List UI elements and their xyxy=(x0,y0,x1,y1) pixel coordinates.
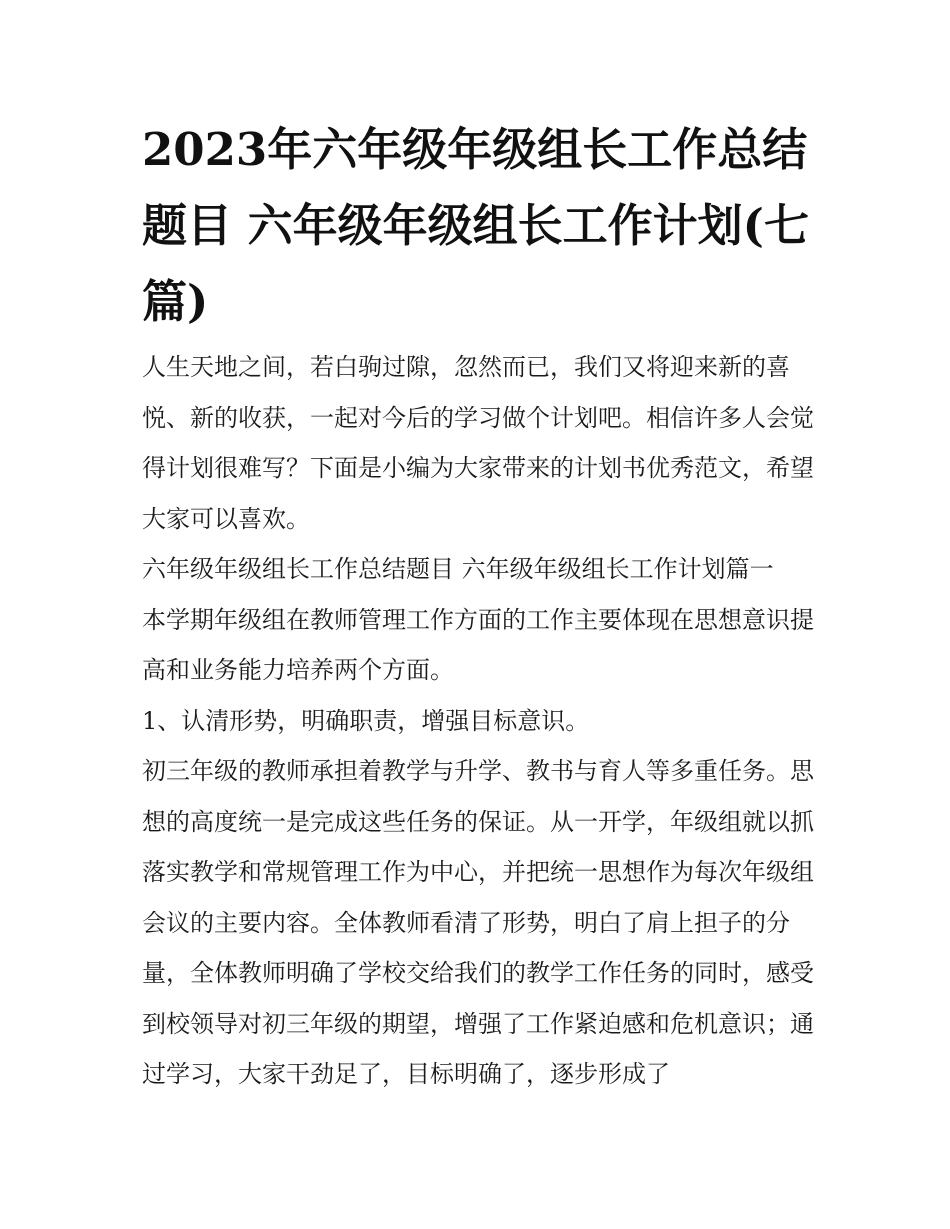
section-heading: 六年级年级组长工作总结题目 六年级年级组长工作计划篇一 xyxy=(142,555,774,583)
document-content xyxy=(142,112,814,1100)
numbered-point: 1、认清形势，明确职责，增强目标意识。 xyxy=(142,706,590,735)
body-paragraph: 初三年级的教师承担着教学与升学、教书与育人等多重任务。思想的高度统一是完成这些任务的保证。从一开学，年级组就以抓落实教学和常规管理工作为中心，并把统一思想作为每次年级组会议的主要内容。全体教师看清了形势，明白了肩上担子的分量，全体教师明确了学校交给我们的教学工作任务的同时，感受到校领导对初三年级的期望，增强了工作紧迫感和危机意识；通过学习，大家干劲足了，目标明确了，逐步形成了 xyxy=(142,757,814,1088)
intro-paragraph: 人生天地之间，若白驹过隙，忽然而已，我们又将迎来新的喜悦、新的收获，一起对今后的学习做个计划吧。相信许多人会觉得计划很难写？下面是小编为大家带来的计划书优秀范文，希望大家可以喜欢。 xyxy=(142,353,814,533)
title-block xyxy=(142,112,814,340)
body-paragraph: 本学期年级组在教师管理工作方面的工作主要体现在思想意识提高和业务能力培养两个方面。 xyxy=(142,605,814,684)
document-title: 2023年六年级年级组长工作总结题目 六年级年级组长工作计划(七篇) xyxy=(142,123,809,328)
